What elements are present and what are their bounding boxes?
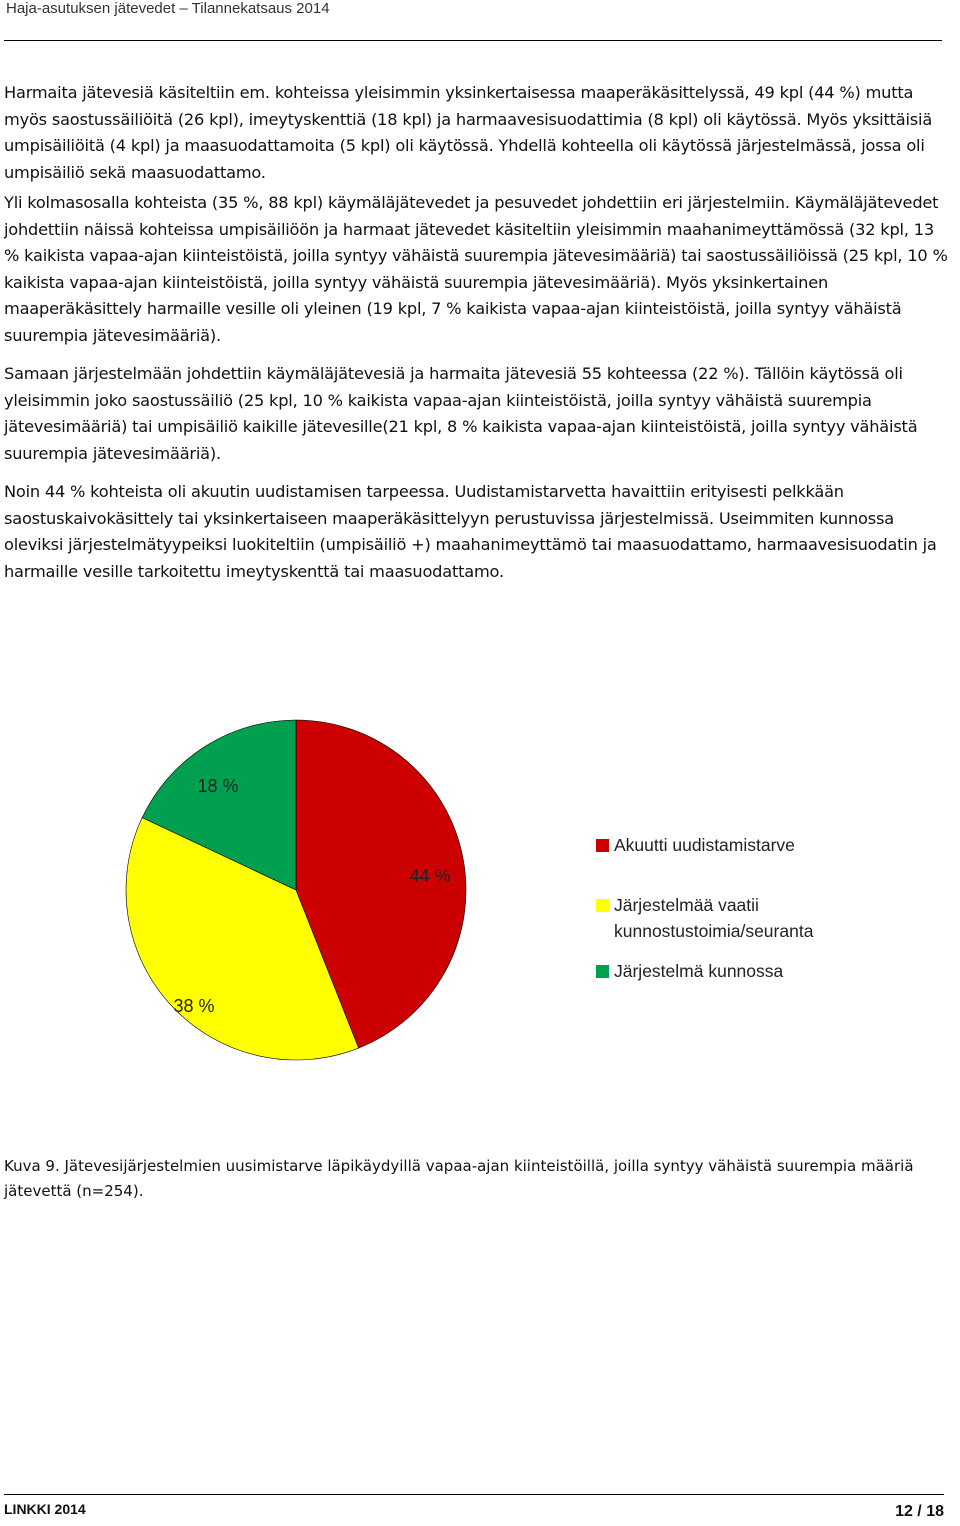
legend-swatch-ok xyxy=(596,965,609,978)
pie-label-acute: 44 % xyxy=(409,866,451,886)
paragraph-grey-water: Harmaita jätevesiä käsiteltiin em. kohteissa yleisimmin yksinkertaisessa maaperäkäsittelyssä, 49 kpl (44 %) mutta myös saostussäiliöitä (26 kpl), imeytyskenttiä (18 kpl) ja harmaavesisuodattimia (8 kpl) oli käytössä. Myös yksittäisiä umpisäiliöitä (4 kpl) ja maasuodattamoita (5 kpl) oli käytössä. Yhdellä kohteella oli käytössä järjestelmässä, jossa oli umpisäiliö sekä maasuodattamo. xyxy=(4,83,933,182)
legend-item-ok xyxy=(596,958,896,984)
footer-org: LINKKI 2014 xyxy=(4,1501,86,1517)
legend-label-ok: Järjestelmä kunnossa xyxy=(614,961,784,981)
header-title: Haja-asutuksen jätevedet – Tilannekatsaus 2014 xyxy=(6,0,330,17)
legend-item-acute xyxy=(596,832,896,858)
legend-item-repair xyxy=(596,892,896,944)
page-number: 12 / 18 xyxy=(895,1503,944,1520)
figure-caption: Kuva 9. Jätevesijärjestelmien uusimistarve läpikäydyillä vapaa-ajan kiinteistöillä, joilla syntyy vähäistä suurempia määriä jätevettä (n=254). xyxy=(4,1157,914,1200)
paragraph-renewal-need: Noin 44 % kohteista oli akuutin uudistamisen tarpeessa. Uudistamistarvetta havaittiin erityisesti pelkkään saostuskaivokäsittely tai yksinkertaiseen maaperäkäsittelyyn perustuvissa järjestelmissä. Useimmiten kunnossa oleviksi järjestelmätyypeiksi luokiteltiin (umpisäiliö +) maahanimeyttämö tai maasuodattamo, harmaavesisuodatin ja harmaille vesille tarkoitettu imeytyskenttä tai maasuodattamo. xyxy=(4,482,937,581)
paragraph-same-system: Samaan järjestelmään johdettiin käymäläjätevesiä ja harmaita jätevesiä 55 kohteessa (22 %). Tällöin käytössä oli yleisimmin joko saostussäiliö (25 kpl, 10 % kaikista vapaa-ajan kiinteistöistä, joilla syntyy vähäistä suurempia jätevesimääriä) tai umpisäiliö kaikille jätevesille(21 kpl, 8 % kaikista vapaa-ajan kiinteistöistä, joilla syntyy vähäistä suurempia jätevesimääriä). xyxy=(4,364,918,463)
legend-swatch-repair xyxy=(596,899,609,912)
pie-label-repair: 38 % xyxy=(173,996,215,1016)
legend-swatch-acute xyxy=(596,839,609,852)
chart-legend xyxy=(596,832,896,998)
body-text xyxy=(4,80,948,597)
page-footer xyxy=(4,1494,944,1525)
legend-label-repair: Järjestelmää vaatii kunnostustoimia/seuranta xyxy=(614,895,814,941)
pie-label-ok: 18 % xyxy=(197,776,239,796)
page-header xyxy=(4,0,942,41)
legend-label-acute: Akuutti uudistamistarve xyxy=(614,835,795,855)
paragraph-separate-systems: Yli kolmasosalla kohteista (35 %, 88 kpl) käymäläjätevedet ja pesuvedet johdettiin eri järjestelmiin. Käymäläjätevedet johdettiin näissä kohteissa umpisäiliöön ja harmaat jätevedet käsiteltiin yleisimmin maahanimeyttämössä (32 kpl, 13 % kaikista vapaa-ajan kiinteistöistä, joilla syntyy vähäistä suurempia jätevesimääriä) tai saostussäiliöissä (25 kpl, 10 % kaikista vapaa-ajan kiinteistöistä, joilla syntyy vähäistä suurempia jätevesimääriä). Myös yksinkertainen maaperäkäsittely harmaille vesille oli yleinen (19 kpl, 7 % kaikista vapaa-ajan kiinteistöistä, joilla syntyy vähäistä suurempia jätevesimääriä). xyxy=(4,193,948,345)
